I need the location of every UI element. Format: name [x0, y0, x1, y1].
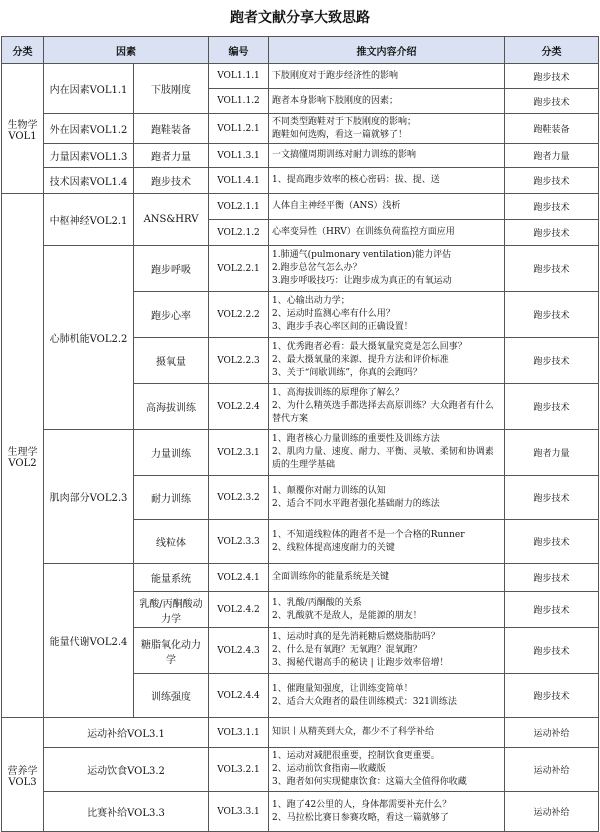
- item-category: 跑步技术: [505, 89, 599, 114]
- item-category: 跑者力量: [505, 430, 599, 476]
- header-category-2: 分类: [505, 37, 599, 64]
- item-category: 跑步技术: [505, 592, 599, 628]
- factor-label: 肌肉部分VOL2.3: [44, 430, 134, 564]
- table-row: [2, 194, 599, 220]
- sub-factor-label: 耐力训练: [134, 476, 209, 520]
- item-category: 运动补给: [505, 748, 599, 792]
- item-description: 1、乳酸/丙酮酸的关系 2、乳酸就不是敌人，是能源的朋友！: [269, 592, 505, 628]
- item-category: 跑步技术: [505, 384, 599, 430]
- item-id: VOL2.1.2: [209, 220, 269, 246]
- item-description: 心率变异性（HRV）在训练负荷监控方面应用: [269, 220, 505, 246]
- item-description: 1、催跑量知强度，让训练变简单！ 2、适合大众跑者的最佳训练模式：321训练法: [269, 674, 505, 718]
- sub-factor-label: 跑步技术: [134, 168, 209, 194]
- item-id: VOL2.3.3: [209, 520, 269, 564]
- page-title: 跑者文献分享大致思路: [230, 10, 370, 26]
- item-id: VOL2.4.1: [209, 564, 269, 592]
- sub-factor-label: 下肢刚度: [134, 64, 209, 114]
- item-description: 不同类型跑鞋对于下肢刚度的影响； 跑鞋如何选购，看这一篇就够了！: [269, 114, 505, 144]
- item-description: 1、运动对减肥很重要，控制饮食更重要。 2、运动前饮食指南—收藏版 3、跑者如何实现健康饮食：这篇大全值得你收藏: [269, 748, 505, 792]
- factor-label: 比赛补给VOL3.3: [44, 792, 209, 832]
- item-id: VOL3.2.1: [209, 748, 269, 792]
- factor-label: 中枢神经VOL2.1: [44, 194, 134, 246]
- item-category: 跑步技术: [505, 64, 599, 89]
- item-description: 一文搞懂周期训练对耐力训练的影响: [269, 144, 505, 168]
- item-id: VOL2.4.4: [209, 674, 269, 718]
- item-description: 1、跑者核心力量训练的重要性及训练方法 2、肌肉力量、速度、耐力、平衡、灵敏、柔韧和协调素质的生理学基础: [269, 430, 505, 476]
- table-row: [2, 64, 599, 89]
- item-category: 跑步技术: [505, 246, 599, 292]
- item-category: 跑者力量: [505, 144, 599, 168]
- item-id: VOL2.3.2: [209, 476, 269, 520]
- group-label: 生理学VOL2: [2, 194, 44, 718]
- sub-factor-label: 糖脂氧化动力学: [134, 628, 209, 674]
- header-id: 编号: [209, 37, 269, 64]
- item-category: 跑步技术: [505, 564, 599, 592]
- group-label: 生物学VOL1: [2, 64, 44, 194]
- factor-label: 力量因素VOL1.3: [44, 144, 134, 168]
- item-id: VOL2.1.1: [209, 194, 269, 220]
- item-id: VOL1.1.1: [209, 64, 269, 89]
- item-id: VOL2.4.3: [209, 628, 269, 674]
- sub-factor-label: 跑步呼吸: [134, 246, 209, 292]
- item-description: 人体自主神经平衡（ANS）浅析: [269, 194, 505, 220]
- item-id: VOL2.3.1: [209, 430, 269, 476]
- item-id: VOL2.2.3: [209, 338, 269, 384]
- item-category: 跑步技术: [505, 292, 599, 338]
- table-row: [2, 718, 599, 748]
- factor-label: 运动饮食VOL3.2: [44, 748, 209, 792]
- item-description: 1、颠覆你对耐力训练的认知 2、适合不同水平跑者强化基础耐力的练法: [269, 476, 505, 520]
- factor-label: 心肺机能VOL2.2: [44, 246, 134, 430]
- group-label: 营养学VOL3: [2, 718, 44, 832]
- factor-label: 能量代谢VOL2.4: [44, 564, 134, 718]
- item-description: 跑者本身影响下肢刚度的因素；: [269, 89, 505, 114]
- item-category: 跑步技术: [505, 628, 599, 674]
- item-description: 1、优秀跑者必看：最大摄氧量究竟是怎么回事？ 2、最大摄氧量的来源、提升方法和评价标准 3、关于“间歇训练”，你真的会跑吗？: [269, 338, 505, 384]
- factor-label: 技术因素VOL1.4: [44, 168, 134, 194]
- item-category: 跑步技术: [505, 220, 599, 246]
- item-category: 跑鞋装备: [505, 114, 599, 144]
- item-description: 1、不知道线粒体的跑者不是一个合格的Runner 2、线粒体提高速度耐力的关键: [269, 520, 505, 564]
- item-category: 跑步技术: [505, 520, 599, 564]
- sub-factor-label: 能量系统: [134, 564, 209, 592]
- table-row: [2, 144, 599, 168]
- sub-factor-label: 训练强度: [134, 674, 209, 718]
- sub-factor-label: ANS&HRV: [134, 194, 209, 246]
- item-id: VOL2.2.4: [209, 384, 269, 430]
- table-row: [2, 114, 599, 144]
- table-row: [2, 564, 599, 592]
- table-row: [2, 246, 599, 292]
- item-id: VOL2.2.1: [209, 246, 269, 292]
- sub-factor-label: 力量训练: [134, 430, 209, 476]
- item-id: VOL2.2.2: [209, 292, 269, 338]
- item-category: 运动补给: [505, 718, 599, 748]
- factor-label: 外在因素VOL1.2: [44, 114, 134, 144]
- item-description: 下肢刚度对于跑步经济性的影响: [269, 64, 505, 89]
- item-category: 跑步技术: [505, 168, 599, 194]
- item-description: 1、提高跑步效率的核心密码：拔、提、送: [269, 168, 505, 194]
- sub-factor-label: 乳酸/丙酮酸动力学: [134, 592, 209, 628]
- item-id: VOL1.2.1: [209, 114, 269, 144]
- factor-label: 内在因素VOL1.1: [44, 64, 134, 114]
- item-description: 1、高海拔训练的原理你了解么？ 2、为什么精英选手都选择去高原训练？大众跑者有什么替代方案: [269, 384, 505, 430]
- item-description: 1、心输出动力学； 2、运动时监测心率有什么用？ 3、跑步手表心率区间的正确设置！: [269, 292, 505, 338]
- item-category: 运动补给: [505, 792, 599, 832]
- sub-factor-label: 摄氧量: [134, 338, 209, 384]
- table-row: [2, 430, 599, 476]
- sub-factor-label: 跑步心率: [134, 292, 209, 338]
- content-table: [1, 36, 599, 832]
- item-description: 1、跑了42公里的人，身体都需要补充什么？ 2、马拉松比赛日参赛攻略，看这一篇就够了: [269, 792, 505, 832]
- item-id: VOL3.3.1: [209, 792, 269, 832]
- item-id: VOL1.1.2: [209, 89, 269, 114]
- factor-label: 运动补给VOL3.1: [44, 718, 209, 748]
- header-category: 分类: [2, 37, 44, 64]
- header-desc: 推文内容介绍: [269, 37, 505, 64]
- sub-factor-label: 线粒体: [134, 520, 209, 564]
- sub-factor-label: 高海拔训练: [134, 384, 209, 430]
- sub-factor-label: 跑者力量: [134, 144, 209, 168]
- item-description: 1、运动时真的是先消耗糖后燃烧脂肪吗？ 2、什么是有氧跑？无氧跑？混氧跑？ 3、揭秘代谢高手的秘诀 | 让跑步效率倍增！: [269, 628, 505, 674]
- item-description: 全面训练你的能量系统是关键: [269, 564, 505, 592]
- item-description: 知识丨从精英到大众，都少不了科学补给: [269, 718, 505, 748]
- item-id: VOL1.3.1: [209, 144, 269, 168]
- item-category: 跑步技术: [505, 674, 599, 718]
- item-id: VOL1.4.1: [209, 168, 269, 194]
- item-description: 1.肺通气(pulmonary ventilation)能力评估 2.跑步总岔气怎么办？ 3.跑步呼吸技巧：让跑步成为真正的有氧运动: [269, 246, 505, 292]
- sub-factor-label: 跑鞋装备: [134, 114, 209, 144]
- item-category: 跑步技术: [505, 194, 599, 220]
- item-category: 跑步技术: [505, 338, 599, 384]
- item-id: VOL2.4.2: [209, 592, 269, 628]
- header-factor: 因素: [44, 37, 209, 64]
- header-row: [2, 37, 599, 64]
- item-id: VOL3.1.1: [209, 718, 269, 748]
- table-row: [2, 748, 599, 792]
- item-category: 跑步技术: [505, 476, 599, 520]
- table-row: [2, 168, 599, 194]
